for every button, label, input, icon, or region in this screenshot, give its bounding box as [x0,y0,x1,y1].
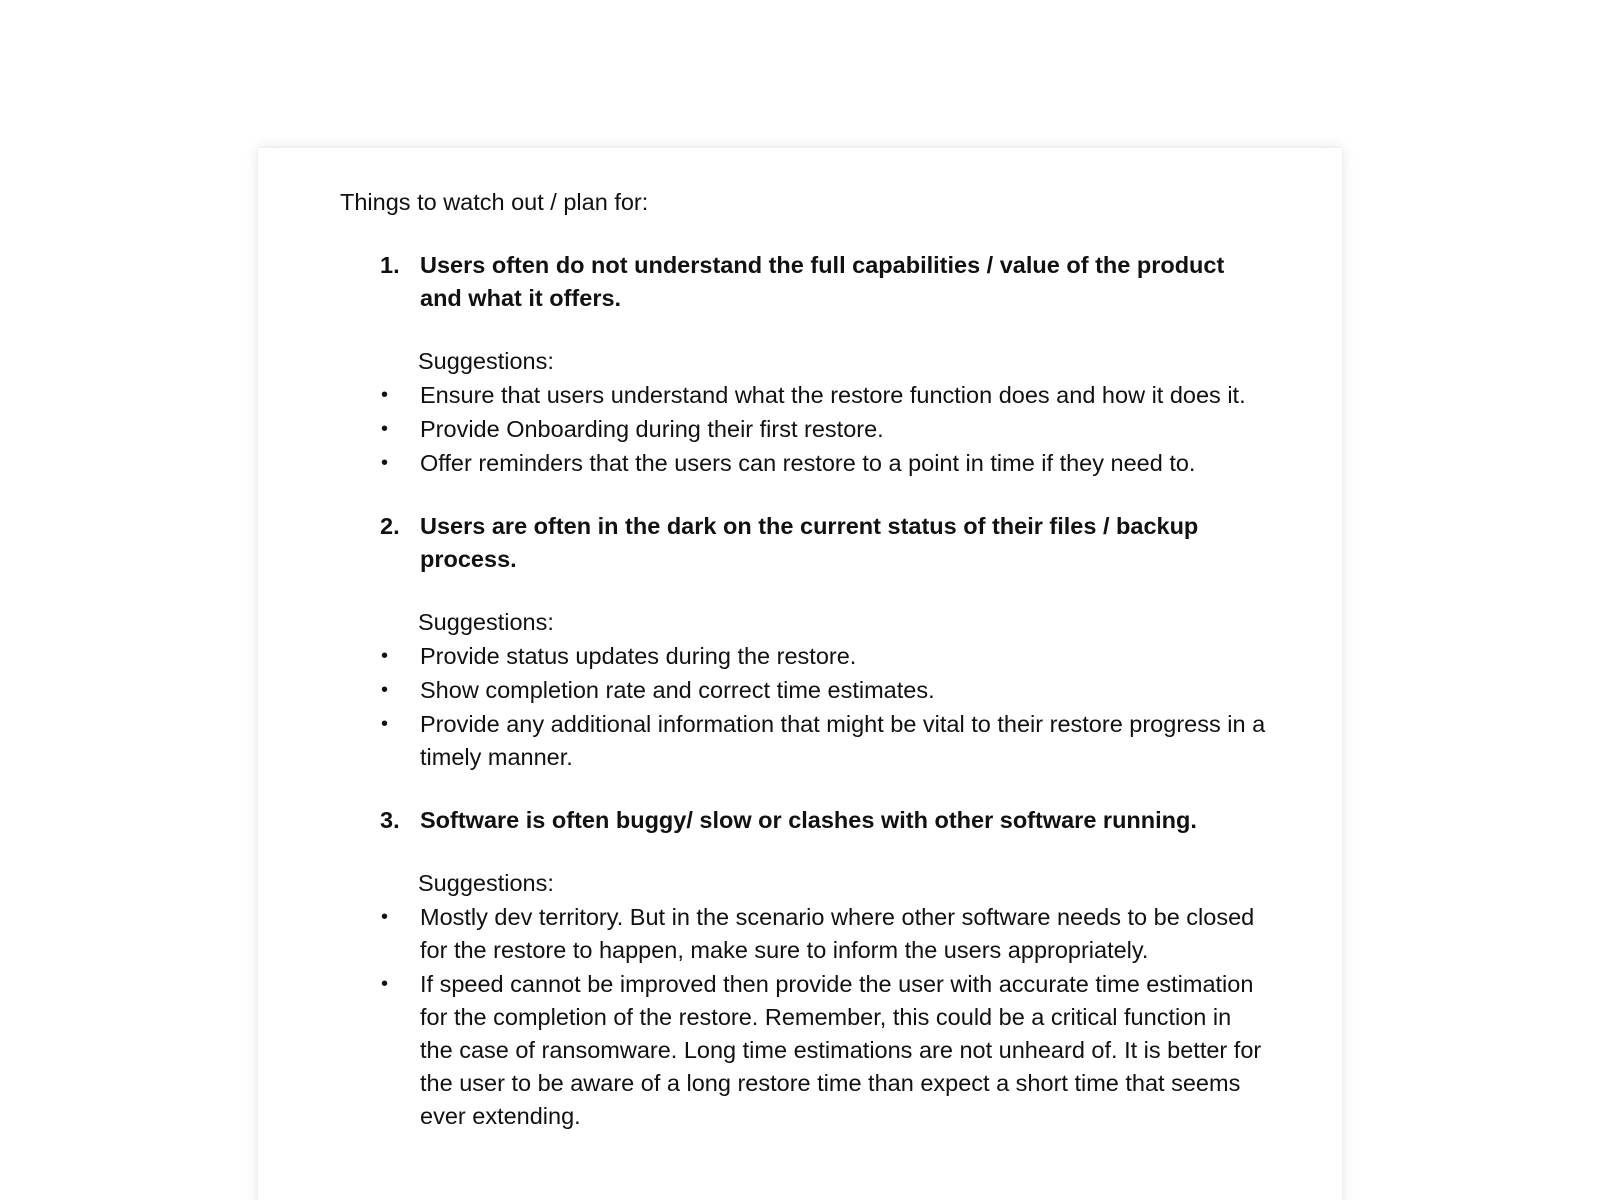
suggestions-list [340,379,1270,480]
section-heading-text: Users are often in the dark on the current status of their files / backup process. [420,513,1199,572]
list-item [340,674,1270,707]
bullet-icon: • [381,906,389,928]
list-item [340,640,1270,673]
list-item-text: Mostly dev territory. But in the scenario where other software needs to be closed for the restore to happen, make sure to inform the users appropriately. [420,904,1255,963]
section-heading-text: Software is often buggy/ slow or clashes with other software running. [420,807,1197,833]
list-item-text: Provide any additional information that might be vital to their restore progress in a timely manner. [420,711,1266,770]
list-item-text: Provide status updates during the restore. [420,643,857,669]
list-item-text: Show completion rate and correct time estimates. [420,677,935,703]
bullet-icon: • [381,679,389,701]
section-number: 1. [380,252,400,278]
section-number: 3. [380,807,400,833]
list-item [340,968,1270,1133]
bullet-icon: • [381,713,389,735]
section-heading [340,510,1270,576]
suggestions-label: Suggestions: [418,348,554,374]
list-item [340,447,1270,480]
section-heading [340,804,1270,837]
list-item-text: If speed cannot be improved then provide the user with accurate time estimation for the completion of the restore. Remember, this could be a critical function in the case of ransomware. Long time estimations are not unheard of. It is better for the user to be aware of a long restore time than expect a short time that seems ever extending. [420,971,1262,1129]
suggestions-list [340,901,1270,1133]
list-item [340,379,1270,412]
suggestions-label: Suggestions: [418,870,554,896]
section-number: 2. [380,513,400,539]
document-content [340,186,1270,1163]
suggestions-label: Suggestions: [418,609,554,635]
bullet-icon: • [381,645,389,667]
section-2 [340,510,1270,774]
section-1 [340,249,1270,480]
list-item-text: Provide Onboarding during their first restore. [420,416,884,442]
document-page [258,148,1342,1200]
list-item-text: Offer reminders that the users can restore to a point in time if they need to. [420,450,1196,476]
suggestions-list [340,640,1270,774]
bullet-icon: • [381,973,389,995]
list-item-text: Ensure that users understand what the restore function does and how it does it. [420,382,1246,408]
list-item [340,708,1270,774]
section-heading-text: Users often do not understand the full capabilities / value of the product and what it offers. [420,252,1225,311]
bullet-icon: • [381,452,389,474]
intro-text: Things to watch out / plan for: [340,189,649,215]
list-item [340,901,1270,967]
list-item [340,413,1270,446]
section-heading [340,249,1270,315]
bullet-icon: • [381,418,389,440]
bullet-icon: • [381,384,389,406]
section-3 [340,804,1270,1133]
